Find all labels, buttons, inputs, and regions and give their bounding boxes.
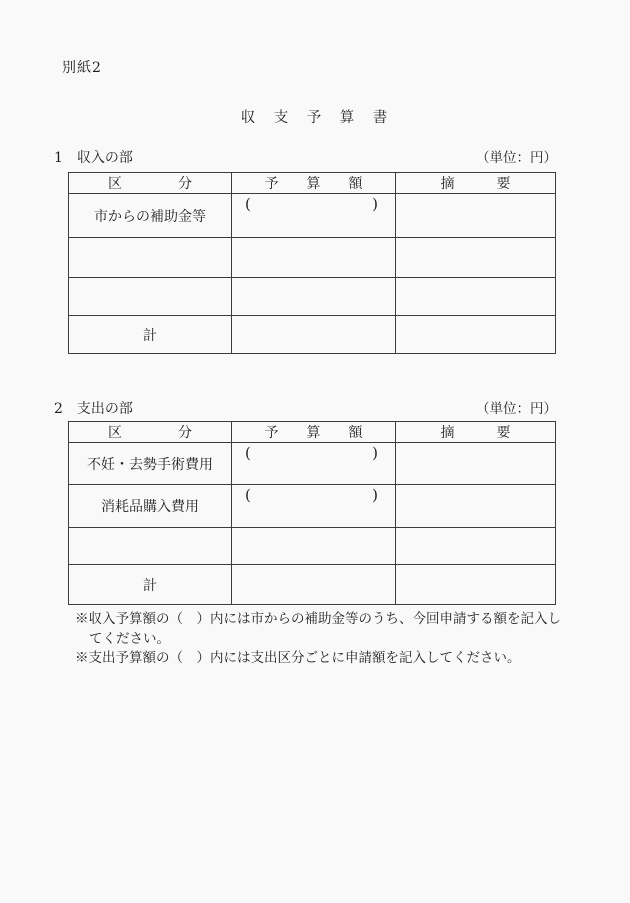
income-header-remarks: 摘 要	[396, 173, 556, 194]
income-header-budget: 予 算 額	[232, 173, 396, 194]
expense-header-row	[69, 422, 556, 443]
income-category-cell	[69, 278, 232, 316]
expense-section-heading	[54, 400, 557, 418]
income-header-category: 区 分	[69, 173, 232, 194]
income-remarks-cell	[396, 278, 556, 316]
paren-close: )	[372, 444, 378, 462]
income-header-row	[69, 173, 556, 194]
expense-header-budget: 予 算 額	[232, 422, 396, 443]
expense-header-category: 区 分	[69, 422, 232, 443]
expense-category-cell: 消耗品購入費用	[69, 485, 232, 528]
income-section-heading	[54, 149, 557, 167]
expense-table	[68, 421, 556, 605]
expense-unit-note: （単位：円）	[476, 401, 557, 417]
attachment-label: 別紙2	[62, 60, 102, 76]
income-table	[68, 172, 556, 354]
paren-open: (	[245, 486, 251, 504]
expense-category-cell: 不妊・去勢手術費用	[69, 443, 232, 485]
footnote-expense-note: ※支出予算額の（ ）内には支出区分ごとに申請額を記入してください。	[75, 650, 521, 666]
income-total-budget-cell	[232, 316, 396, 354]
footnote-income-note: ※収入予算額の（ ）内には市からの補助金等のうち、今回申請する額を記入し	[75, 611, 561, 627]
expense-budget-cell	[232, 443, 396, 485]
income-total-row	[69, 316, 556, 354]
page-title: 収 支 予 算 書	[240, 110, 390, 126]
expense-row-consumables	[69, 485, 556, 528]
income-empty-row	[69, 278, 556, 316]
expense-remarks-cell	[396, 485, 556, 528]
income-remarks-cell	[396, 238, 556, 278]
expense-total-row	[69, 565, 556, 605]
budget-paren-placeholder	[232, 443, 395, 462]
expense-remarks-cell	[396, 443, 556, 485]
expense-row-surgery	[69, 443, 556, 485]
expense-header-remarks: 摘 要	[396, 422, 556, 443]
income-row-subsidy	[69, 194, 556, 238]
income-category-cell: 市からの補助金等	[69, 194, 232, 238]
income-section-title: 収入の部	[76, 150, 133, 166]
footnote-income-note-continued: てください。	[89, 631, 170, 647]
income-remarks-cell	[396, 194, 556, 238]
income-budget-cell	[232, 238, 396, 278]
paren-open: (	[245, 444, 251, 462]
expense-budget-cell	[232, 528, 396, 565]
paren-close: )	[372, 486, 378, 504]
income-category-cell	[69, 238, 232, 278]
expense-remarks-cell	[396, 528, 556, 565]
income-budget-cell	[232, 278, 396, 316]
expense-section-title: 支出の部	[76, 401, 133, 417]
expense-total-budget-cell	[232, 565, 396, 605]
expense-category-cell	[69, 528, 232, 565]
income-total-remarks-cell	[396, 316, 556, 354]
expense-budget-cell	[232, 485, 396, 528]
income-empty-row	[69, 238, 556, 278]
paren-open: (	[245, 195, 251, 213]
expense-section-number: 2	[54, 401, 63, 417]
expense-total-remarks-cell	[396, 565, 556, 605]
income-budget-cell	[232, 194, 396, 238]
budget-paren-placeholder	[232, 485, 395, 504]
expense-total-label: 計	[69, 565, 232, 605]
budget-paren-placeholder	[232, 194, 395, 213]
income-unit-note: （単位：円）	[476, 150, 557, 166]
income-total-label: 計	[69, 316, 232, 354]
income-section-number: 1	[54, 150, 63, 166]
paren-close: )	[372, 195, 378, 213]
expense-empty-row	[69, 528, 556, 565]
